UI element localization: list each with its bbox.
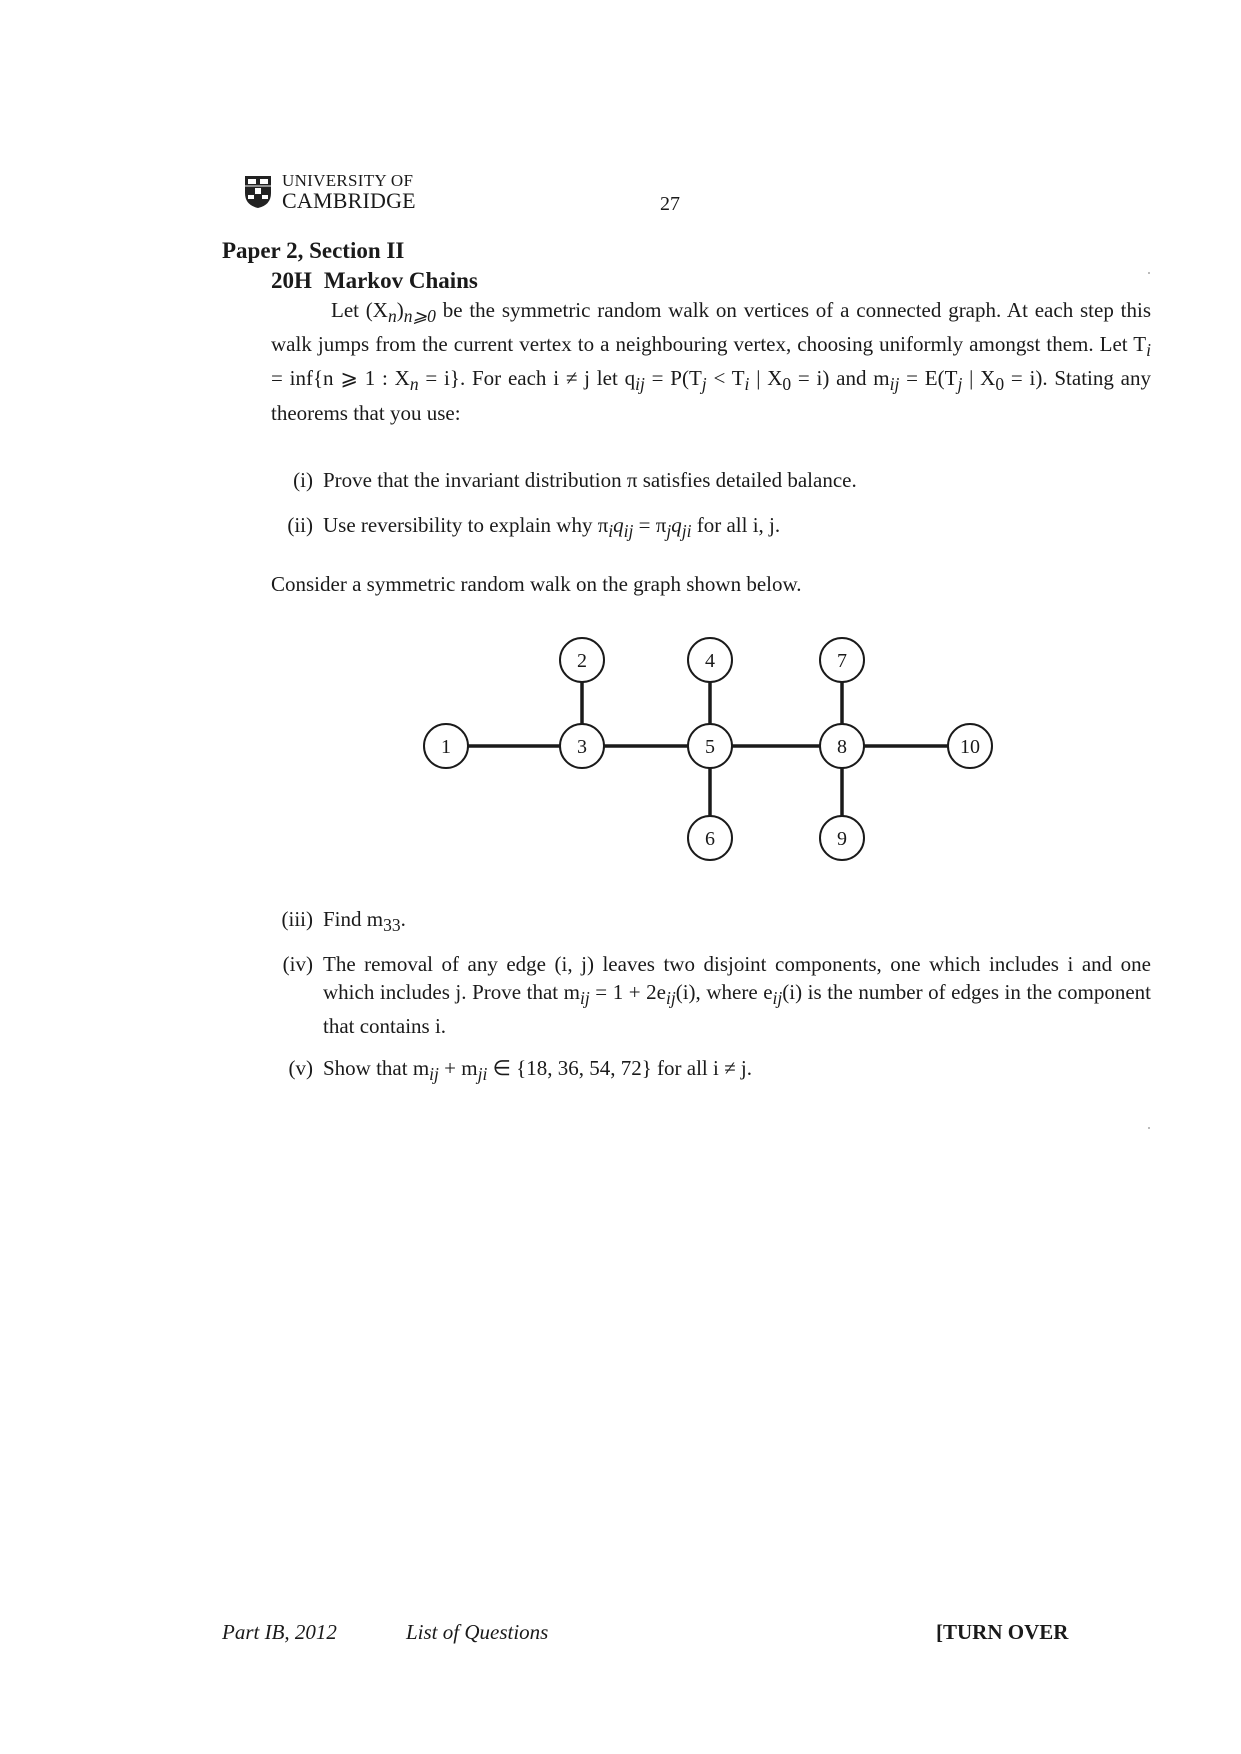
logo-text (282, 172, 416, 212)
part-iii (271, 905, 1151, 939)
question-code: 20H (271, 268, 312, 293)
margin-mark (1148, 1127, 1150, 1129)
question-intro: Let $(X_n)_{n⩾0}$ be the symmetric random walk on vertices of a connected graph. At each step this walk jumps from the current vertex to a neighbouring vertex, choosing uniformly amongst them. Let $T_i = inf\{n$ ⩾ 1 : $X_n = i$}. For each i ≠ j let $q_{ij} = P(T_j < T_i$ | $X_0 = i$) and $m_{ij} = E(T_j$ | $X_0 = i$). Stating any theorems that you use: (271, 298, 1151, 425)
part-v-number: (v) (288, 1056, 313, 1080)
part-ii-number: (ii) (287, 513, 313, 537)
margin-mark (1148, 272, 1150, 274)
node-label-10: 10 (960, 736, 980, 758)
part-ii-text: Use reversibility to explain why $\pi_iq_{ij} = \pi_jq_{ji}$ for all i, j. (323, 513, 781, 542)
part-iv-number: (iv) (282, 952, 313, 976)
part-v-text: Show that $m_{ij} + m_{ji}$ ∈ {18, 36, 54, 72} for all i ≠ j. (323, 1056, 752, 1085)
crest-icon (244, 175, 272, 209)
part-iii-text: Find $m_{33}$. (323, 907, 406, 936)
part-iii-number: (iii) (281, 907, 313, 931)
question-heading (271, 268, 478, 294)
graph-diagram (400, 628, 1020, 878)
footer-part: Part IB, 2012 (222, 1620, 337, 1644)
node-label-5: 5 (705, 736, 715, 758)
node-label-8: 8 (837, 736, 847, 758)
university-logo (244, 172, 416, 212)
page-number: 27 (660, 193, 680, 215)
part-iv-text: The removal of any edge (i, j) leaves two disjoint components, one which includes i and one which includes j. Prove that $m_{ij} = 1 + 2e_{ij}(i)$, where $e_{ij}(i)$ is the number of edges in the component that contains i. (323, 952, 1151, 1039)
paper-title: Paper 2, Section II (222, 238, 405, 263)
node-label-7: 7 (837, 650, 847, 672)
node-label-2: 2 (577, 650, 587, 672)
question-title: Markov Chains (323, 268, 478, 293)
node-label-4: 4 (705, 650, 715, 672)
part-v (271, 1054, 1151, 1088)
node-label-9: 9 (837, 828, 847, 850)
node-label-6: 6 (705, 828, 715, 850)
part-i (271, 466, 1151, 494)
footer-list: List of Questions (406, 1620, 549, 1644)
part-i-number: (i) (293, 468, 313, 492)
part-iv (271, 950, 1151, 1040)
graph-intro-text: Consider a symmetric random walk on the graph shown below. (271, 572, 802, 596)
part-ii (271, 511, 1151, 545)
footer-turn-over: [TURN OVER (936, 1620, 1069, 1644)
part-i-text: Prove that the invariant distribution π satisfies detailed balance. (323, 468, 857, 492)
node-label-1: 1 (441, 736, 451, 758)
node-label-3: 3 (577, 736, 587, 758)
logo-line-2: CAMBRIDGE (282, 188, 416, 213)
logo-line-1: UNIVERSITY OF (282, 171, 414, 190)
